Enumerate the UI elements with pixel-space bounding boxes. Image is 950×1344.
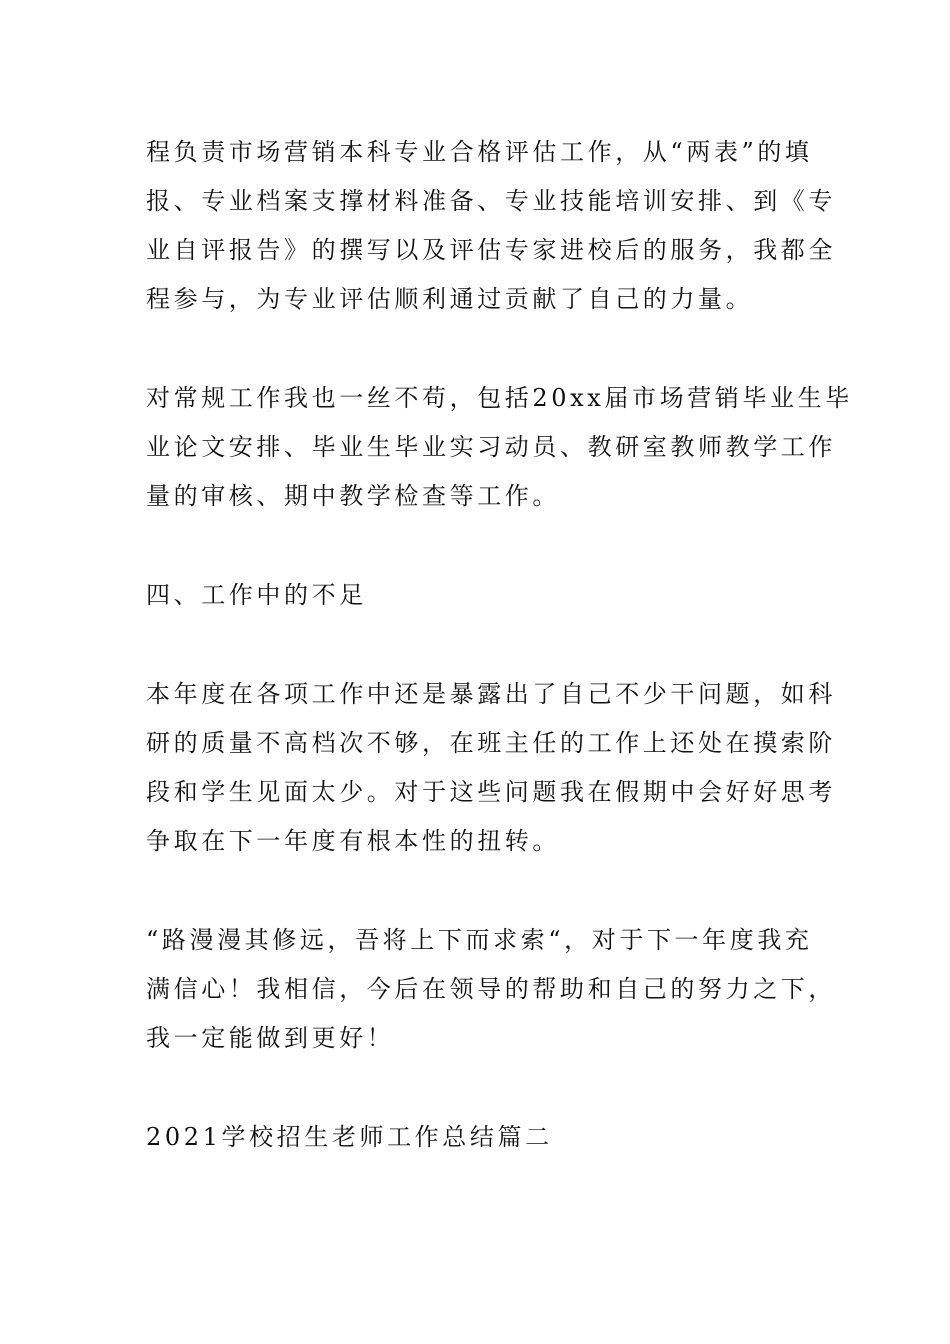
text-line: 争取在下一年度有根本性的扭转。 <box>146 827 560 855</box>
text-line: 业自评报告》的撰写以及评估专家进校后的服务，我都全 <box>146 236 836 264</box>
text-line: 程参与，为专业评估顺利通过贡献了自己的力量。 <box>146 285 754 313</box>
text-line: “路漫漫其修远，吾将上下而求索“，对于下一年度我充 <box>146 926 813 954</box>
text-line: 程负责市场营销本科专业合格评估工作，从“两表”的填 <box>146 138 813 166</box>
section-heading-shortcomings: 四、工作中的不足 <box>146 581 367 609</box>
text-line: 业论文安排、毕业生毕业实习动员、教研室教师教学工作 <box>146 433 836 461</box>
text-line: 本年度在各项工作中还是暴露出了自己不少干问题，如科 <box>146 680 836 708</box>
paragraph-assessment-work <box>146 128 836 324</box>
text-line: 对常规工作我也一丝不苟，包括20xx届市场营销毕业生毕 <box>146 384 853 412</box>
text-line: 段和学生见面太少。对于这些问题我在假期中会好好思考 <box>146 778 836 806</box>
paragraph-spacer <box>146 620 806 670</box>
paragraph-spacer <box>146 866 806 916</box>
text-line: 量的审核、期中教学检查等工作。 <box>146 482 560 510</box>
text-line: 满信心！我相信，今后在领导的帮助和自己的努力之下， <box>146 975 836 1003</box>
text-line: 我一定能做到更好！ <box>146 1024 395 1052</box>
document-body <box>146 128 853 1162</box>
paragraph-spacer <box>146 324 806 374</box>
text-line: 报、专业档案支撑材料准备、专业技能培训安排、到《专 <box>146 187 836 215</box>
paragraph-spacer <box>146 521 806 571</box>
paragraph-shortcomings <box>146 670 836 866</box>
paragraph-closing-quote <box>146 916 836 1063</box>
text-line: 研的质量不高档次不够，在班主任的工作上还处在摸索阶 <box>146 729 836 757</box>
paragraph-routine-work <box>146 374 853 521</box>
section-title-part-two: 2021学校招生老师工作总结篇二 <box>146 1123 553 1151</box>
paragraph-spacer <box>146 1063 806 1113</box>
